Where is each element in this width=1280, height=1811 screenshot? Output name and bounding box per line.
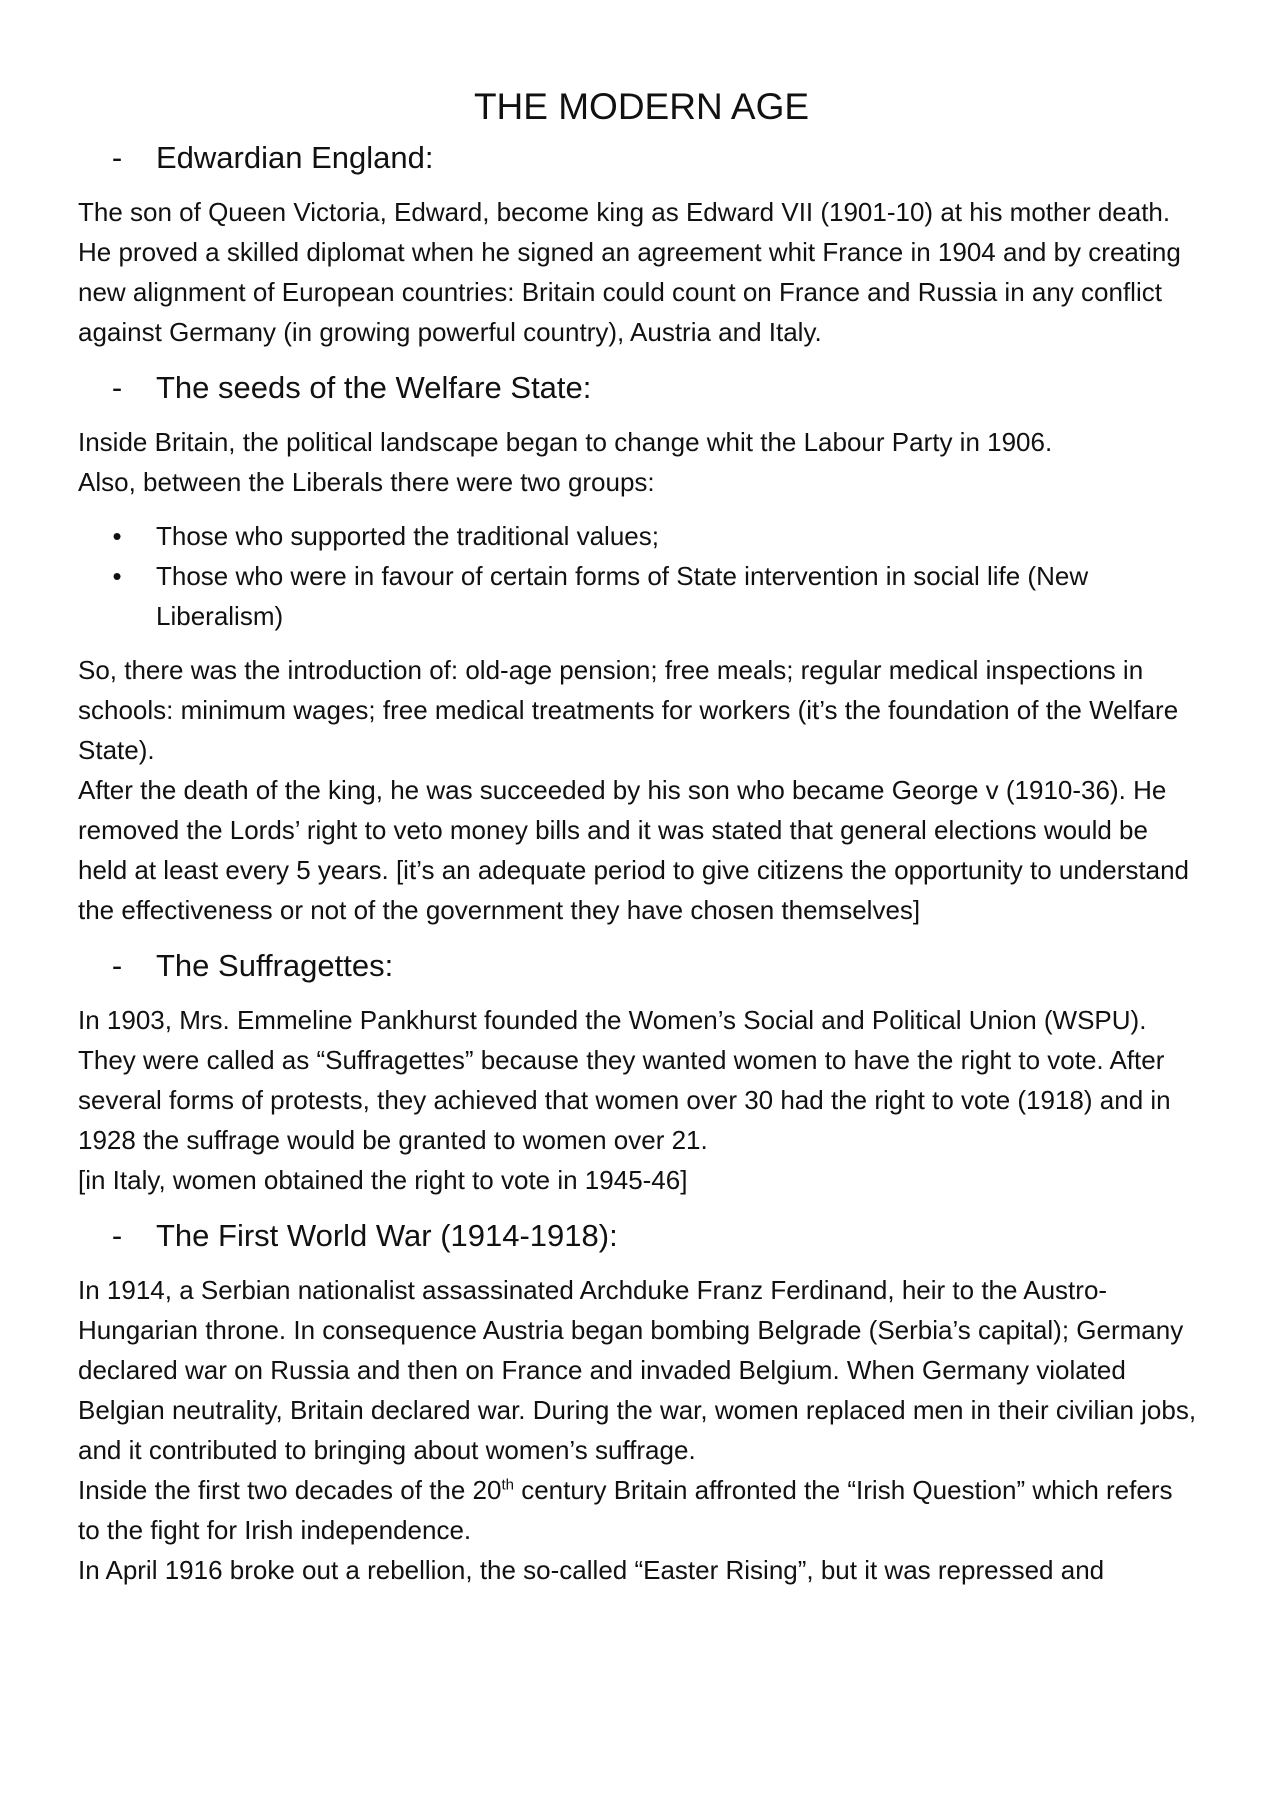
section-heading-text: The seeds of the Welfare State:	[156, 370, 592, 405]
section-heading	[78, 366, 1200, 410]
bullet-list	[78, 516, 1200, 636]
section-heading	[78, 136, 1200, 180]
section-heading	[78, 1214, 1200, 1258]
paragraph	[78, 1270, 1200, 1590]
list-item	[78, 516, 1200, 556]
paragraph	[78, 192, 1200, 352]
paragraph-line: In 1914, a Serbian nationalist assassinated Archduke Franz Ferdinand, heir to the Austro-Hungarian throne. In consequence Austria began bombing Belgrade (Serbia’s capital); Germany declared war on Russia and then on France and invaded Belgium. When Germany violated Belgian neutrality, Britain declared war. During the war, women replaced men in their civilian jobs, and it contributed to bringing about women’s suffrage.	[78, 1275, 1197, 1465]
bullet-icon: •	[112, 561, 122, 591]
dash-marker: -	[111, 948, 123, 983]
paragraph-line: Inside Britain, the political landscape began to change whit the Labour Party in 1906.	[78, 427, 1053, 457]
paragraph	[78, 422, 1200, 502]
list-item	[78, 556, 1200, 636]
dash-marker: -	[111, 140, 123, 175]
section-heading-text: The First World War (1914-1918):	[156, 1218, 618, 1253]
paragraph-line: In April 1916 broke out a rebellion, the so-called “Easter Rising”, but it was repressed and	[78, 1555, 1105, 1585]
list-item-text: Those who were in favour of certain forms of State intervention in social life (New Liberalism)	[156, 561, 1089, 631]
paragraph-line: Inside the first two decades of the 20	[78, 1475, 502, 1505]
paragraph-line: After the death of the king, he was succeeded by his son who became George v (1910-36). He removed the Lords’ right to veto money bills and it was stated that general elections would be held at least every 5 years. [it’s an adequate period to give citizens the opportunity to understand the effectiveness or not of the government they have chosen themselves]	[78, 775, 1189, 925]
paragraph	[78, 650, 1200, 930]
paragraph-line: So, there was the introduction of: old-age pension; free meals; regular medical inspections in schools: minimum wages; free medical treatments for workers (it’s the foundation of the Welfare State).	[78, 655, 1179, 765]
list-item-text: Those who supported the traditional values;	[156, 521, 659, 551]
section-welfare-state	[78, 366, 1200, 930]
superscript: th	[501, 1476, 514, 1494]
paragraph-line: In 1903, Mrs. Emmeline Pankhurst founded the Women’s Social and Political Union (WSPU). They were called as “Suffragettes” because they wanted women to have the right to vote. After several forms of protests, they achieved that women over 30 had the right to vote (1918) and in 1928 the suffrage would be granted to women over 21.	[78, 1005, 1171, 1155]
bullet-icon: •	[112, 521, 122, 551]
section-suffragettes	[78, 944, 1200, 1200]
paragraph-line: Also, between the Liberals there were two groups:	[78, 467, 655, 497]
section-heading-text: The Suffragettes:	[156, 948, 394, 983]
paragraph	[78, 1000, 1200, 1200]
dash-marker: -	[111, 1218, 123, 1253]
paragraph-line: century Britain affronted the “Irish Question” which refers to the fight for Irish independence.	[78, 1475, 1173, 1545]
paragraph-line: [in Italy, women obtained the right to vote in 1945-46]	[78, 1165, 688, 1195]
section-heading	[78, 944, 1200, 988]
dash-marker: -	[111, 370, 123, 405]
section-heading-text: Edwardian England:	[156, 140, 434, 175]
paragraph-line: The son of Queen Victoria, Edward, become king as Edward VII (1901-10) at his mother death.	[78, 197, 1171, 227]
paragraph-line: He proved a skilled diplomat when he signed an agreement whit France in 1904 and by creating new alignment of European countries: Britain could count on France and Russia in any conflict against Germany (in growing powerful country), Austria and Italy.	[78, 237, 1181, 347]
section-first-world-war	[78, 1214, 1200, 1590]
section-edwardian-england	[78, 136, 1200, 352]
document-title: THE MODERN AGE	[473, 86, 810, 127]
